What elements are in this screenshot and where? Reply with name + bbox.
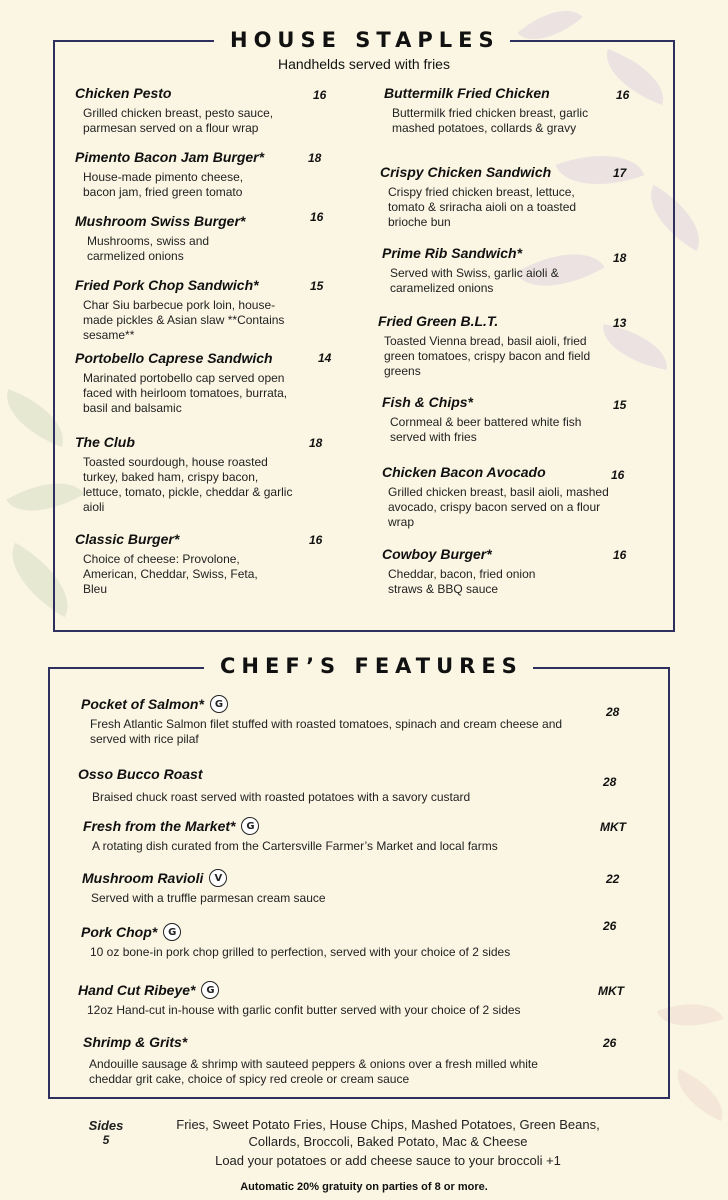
gluten-free-icon: G (241, 817, 259, 835)
menu-item (83, 1034, 593, 1087)
house-staples-subtitle: Handhelds served with fries (278, 56, 450, 72)
item-price: 16 (310, 210, 324, 224)
item-price: 18 (613, 251, 627, 265)
item-price: 16 (611, 468, 625, 482)
item-name: Fish & Chips* (382, 394, 474, 410)
menu-item (384, 85, 614, 136)
menu-item (378, 313, 613, 379)
item-name: Hand Cut Ribeye* (78, 982, 196, 998)
item-name: Fried Green B.L.T. (378, 313, 499, 329)
sides-list (150, 1116, 626, 1169)
item-name: Mushroom Ravioli (82, 870, 204, 886)
item-name: Pimento Bacon Jam Burger* (75, 149, 265, 165)
item-desc: Crispy fried chicken breast, lettuce, tomato & sriracha aioli on a toasted brioche bun (388, 185, 577, 229)
item-name: Chicken Bacon Avocado (382, 464, 546, 480)
gratuity-note: Automatic 20% gratuity on parties of 8 or more. (240, 1181, 488, 1193)
item-name: Fried Pork Chop Sandwich* (75, 277, 259, 293)
item-name: Shrimp & Grits* (83, 1034, 188, 1050)
menu-item (75, 277, 315, 343)
item-desc: 10 oz bone-in pork chop grilled to perfection, served with your choice of 2 sides (90, 945, 511, 959)
item-name: Crispy Chicken Sandwich (380, 164, 552, 180)
gluten-free-icon: G (163, 923, 181, 941)
menu-item (83, 817, 593, 854)
item-desc: Andouille sausage & shrimp with sauteed peppers & onions over a fresh milled white cheddar grit cake, choice of spicy red creole or cream sauce (89, 1057, 538, 1086)
item-price: 18 (309, 436, 323, 450)
menu-item (382, 464, 617, 530)
item-desc: Cornmeal & beer battered white fish served with fries (390, 415, 582, 444)
item-price: 28 (606, 705, 620, 719)
item-price: 17 (613, 166, 627, 180)
item-price: MKT (598, 984, 624, 998)
sides-addon: Load your potatoes or add cheese sauce to your broccoli +1 (215, 1153, 561, 1168)
menu-item (75, 85, 305, 136)
item-price: 28 (603, 775, 617, 789)
sides-label (84, 1118, 128, 1147)
item-name: Pork Chop* (81, 924, 158, 940)
item-desc: Marinated portobello cap served open faced with heirloom tomatoes, burrata, basil and balsamic (83, 371, 288, 415)
gluten-free-icon: G (210, 695, 228, 713)
item-name: Fresh from the Market* (83, 818, 236, 834)
item-desc: Cheddar, bacon, fried onion straws & BBQ sauce (388, 567, 536, 596)
item-price: 15 (613, 398, 627, 412)
item-name: Classic Burger* (75, 531, 180, 547)
item-desc: Served with Swiss, garlic aioli & caramelized onions (390, 266, 559, 295)
menu-item (380, 164, 610, 230)
item-desc: Toasted Vienna bread, basil aioli, fried green tomatoes, crispy bacon and field greens (384, 334, 591, 378)
item-name: The Club (75, 434, 135, 450)
menu-item (81, 695, 591, 747)
item-desc: Grilled chicken breast, pesto sauce, parmesan served on a flour wrap (83, 106, 274, 135)
item-price: 13 (613, 316, 627, 330)
item-name: Buttermilk Fried Chicken (384, 85, 550, 101)
item-price: 26 (603, 1036, 617, 1050)
item-price: 22 (606, 872, 620, 886)
item-name: Osso Bucco Roast (78, 766, 203, 782)
item-price: MKT (600, 820, 626, 834)
item-desc: Mushrooms, swiss and carmelized onions (87, 234, 210, 263)
item-name: Pocket of Salmon* (81, 696, 204, 712)
menu-item (75, 531, 305, 597)
item-name: Prime Rib Sandwich* (382, 245, 523, 261)
sides-price: 5 (102, 1133, 110, 1147)
vegetarian-icon: V (209, 869, 227, 887)
item-desc: Grilled chicken breast, basil aioli, mashed avocado, crispy bacon served on a flour wrap (388, 485, 609, 529)
item-price: 26 (603, 919, 617, 933)
menu-item (75, 149, 305, 200)
item-desc: Buttermilk fried chicken breast, garlic mashed potatoes, collards & gravy (392, 106, 589, 135)
menu-item (75, 213, 305, 264)
item-price: 16 (313, 88, 327, 102)
menu-item (81, 923, 591, 960)
item-desc: Fresh Atlantic Salmon filet stuffed with roasted tomatoes, spinach and cream cheese and served with rice pilaf (90, 717, 563, 746)
item-desc: Char Siu barbecue pork loin, house-made pickles & Asian slaw **Contains sesame** (83, 298, 285, 342)
item-name: Chicken Pesto (75, 85, 172, 101)
item-desc: A rotating dish curated from the Cartersville Farmer’s Market and local farms (92, 839, 498, 853)
item-desc: Toasted sourdough, house roasted turkey, baked ham, crispy bacon, lettuce, tomato, pickle, cheddar & garlic aioli (83, 455, 293, 514)
item-desc: House-made pimento cheese, bacon jam, fried green tomato (83, 170, 244, 199)
item-desc: 12oz Hand-cut in-house with garlic confit butter served with your choice of 2 sides (87, 1003, 521, 1017)
item-price: 14 (318, 351, 332, 365)
menu-item (382, 394, 612, 445)
sides-options: Fries, Sweet Potato Fries, House Chips, Mashed Potatoes, Green Beans, Collards, Broccoli, Baked Potato, Mac & Cheese (176, 1117, 600, 1149)
menu-item (78, 981, 593, 1018)
house-staples-title: HOUSE STAPLES (214, 28, 510, 52)
item-price: 15 (310, 279, 324, 293)
gluten-free-icon: G (201, 981, 219, 999)
item-price: 16 (616, 88, 630, 102)
sides-title: Sides (88, 1118, 124, 1133)
item-price: 18 (308, 151, 322, 165)
item-price: 16 (613, 548, 627, 562)
item-desc: Served with a truffle parmesan cream sauce (91, 891, 326, 905)
item-desc: Braised chuck roast served with roasted potatoes with a savory custard (92, 790, 471, 804)
item-price: 16 (309, 533, 323, 547)
menu-item (75, 350, 315, 416)
chefs-features-title: CHEF’S FEATURES (204, 654, 533, 678)
menu-item (82, 869, 592, 906)
item-desc: Choice of cheese: Provolone, American, Cheddar, Swiss, Feta, Bleu (83, 552, 258, 596)
item-name: Portobello Caprese Sandwich (75, 350, 273, 366)
menu-item (75, 434, 305, 515)
item-name: Mushroom Swiss Burger* (75, 213, 246, 229)
item-name: Cowboy Burger* (382, 546, 492, 562)
menu-item (382, 245, 612, 296)
menu-item (382, 546, 612, 597)
menu-item (78, 766, 588, 805)
